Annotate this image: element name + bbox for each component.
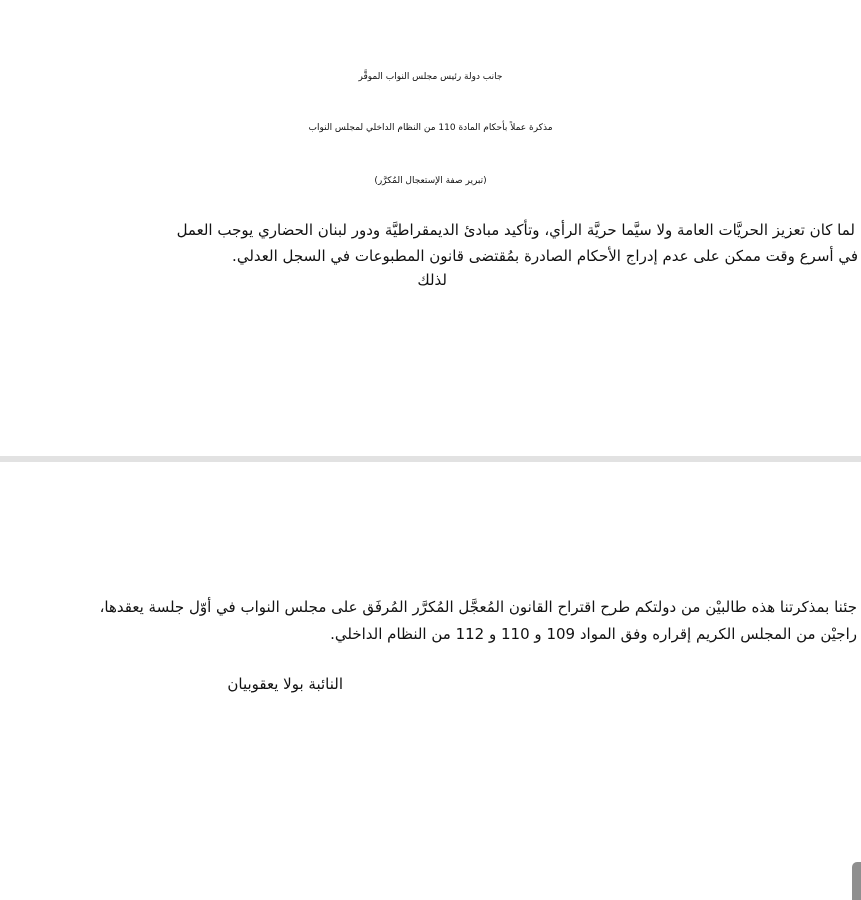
body-line-2: في أسرع وقت ممكن على عدم إدراج الأحكام الصادرة بمُقتضى قانون المطبوعات في السجل العدلي. [232,247,858,265]
request-line-1: جئنا بمذكرتنا هذه طالبيْن من دولتكم طرح اقتراح القانون المُعجَّل المُكرَّر المُرفَق على مجلس النواب في أوّل جلسة يعقدها، [99,598,857,616]
request-line-2: راجيْن من المجلس الكريم إقراره وفق المواد 109 و 110 و 112 من النظام الداخلي. [330,625,857,643]
body-line-1: لما كان تعزيز الحريَّات العامة ولا سيَّما حريَّة الرأي، وتأكيد مبادئ الديمقراطيَّة ودور لبنان الحضاري يوجب العمل [176,221,855,239]
body-line-3: لذلك [417,271,447,289]
scroll-handle[interactable] [852,862,861,900]
signature: النائبة بولا يعقوبيان [227,675,343,693]
memo-title: (تبرير صفة الإستعجال المُكرَّر) [374,176,487,186]
page-divider [0,456,861,462]
memo-subject: مذكرة عملاً بأحكام المادة 110 من النظام الداخلي لمجلس النواب [308,123,553,133]
addressee-line: جانب دولة رئيس مجلس النواب الموقَّر [358,72,503,82]
